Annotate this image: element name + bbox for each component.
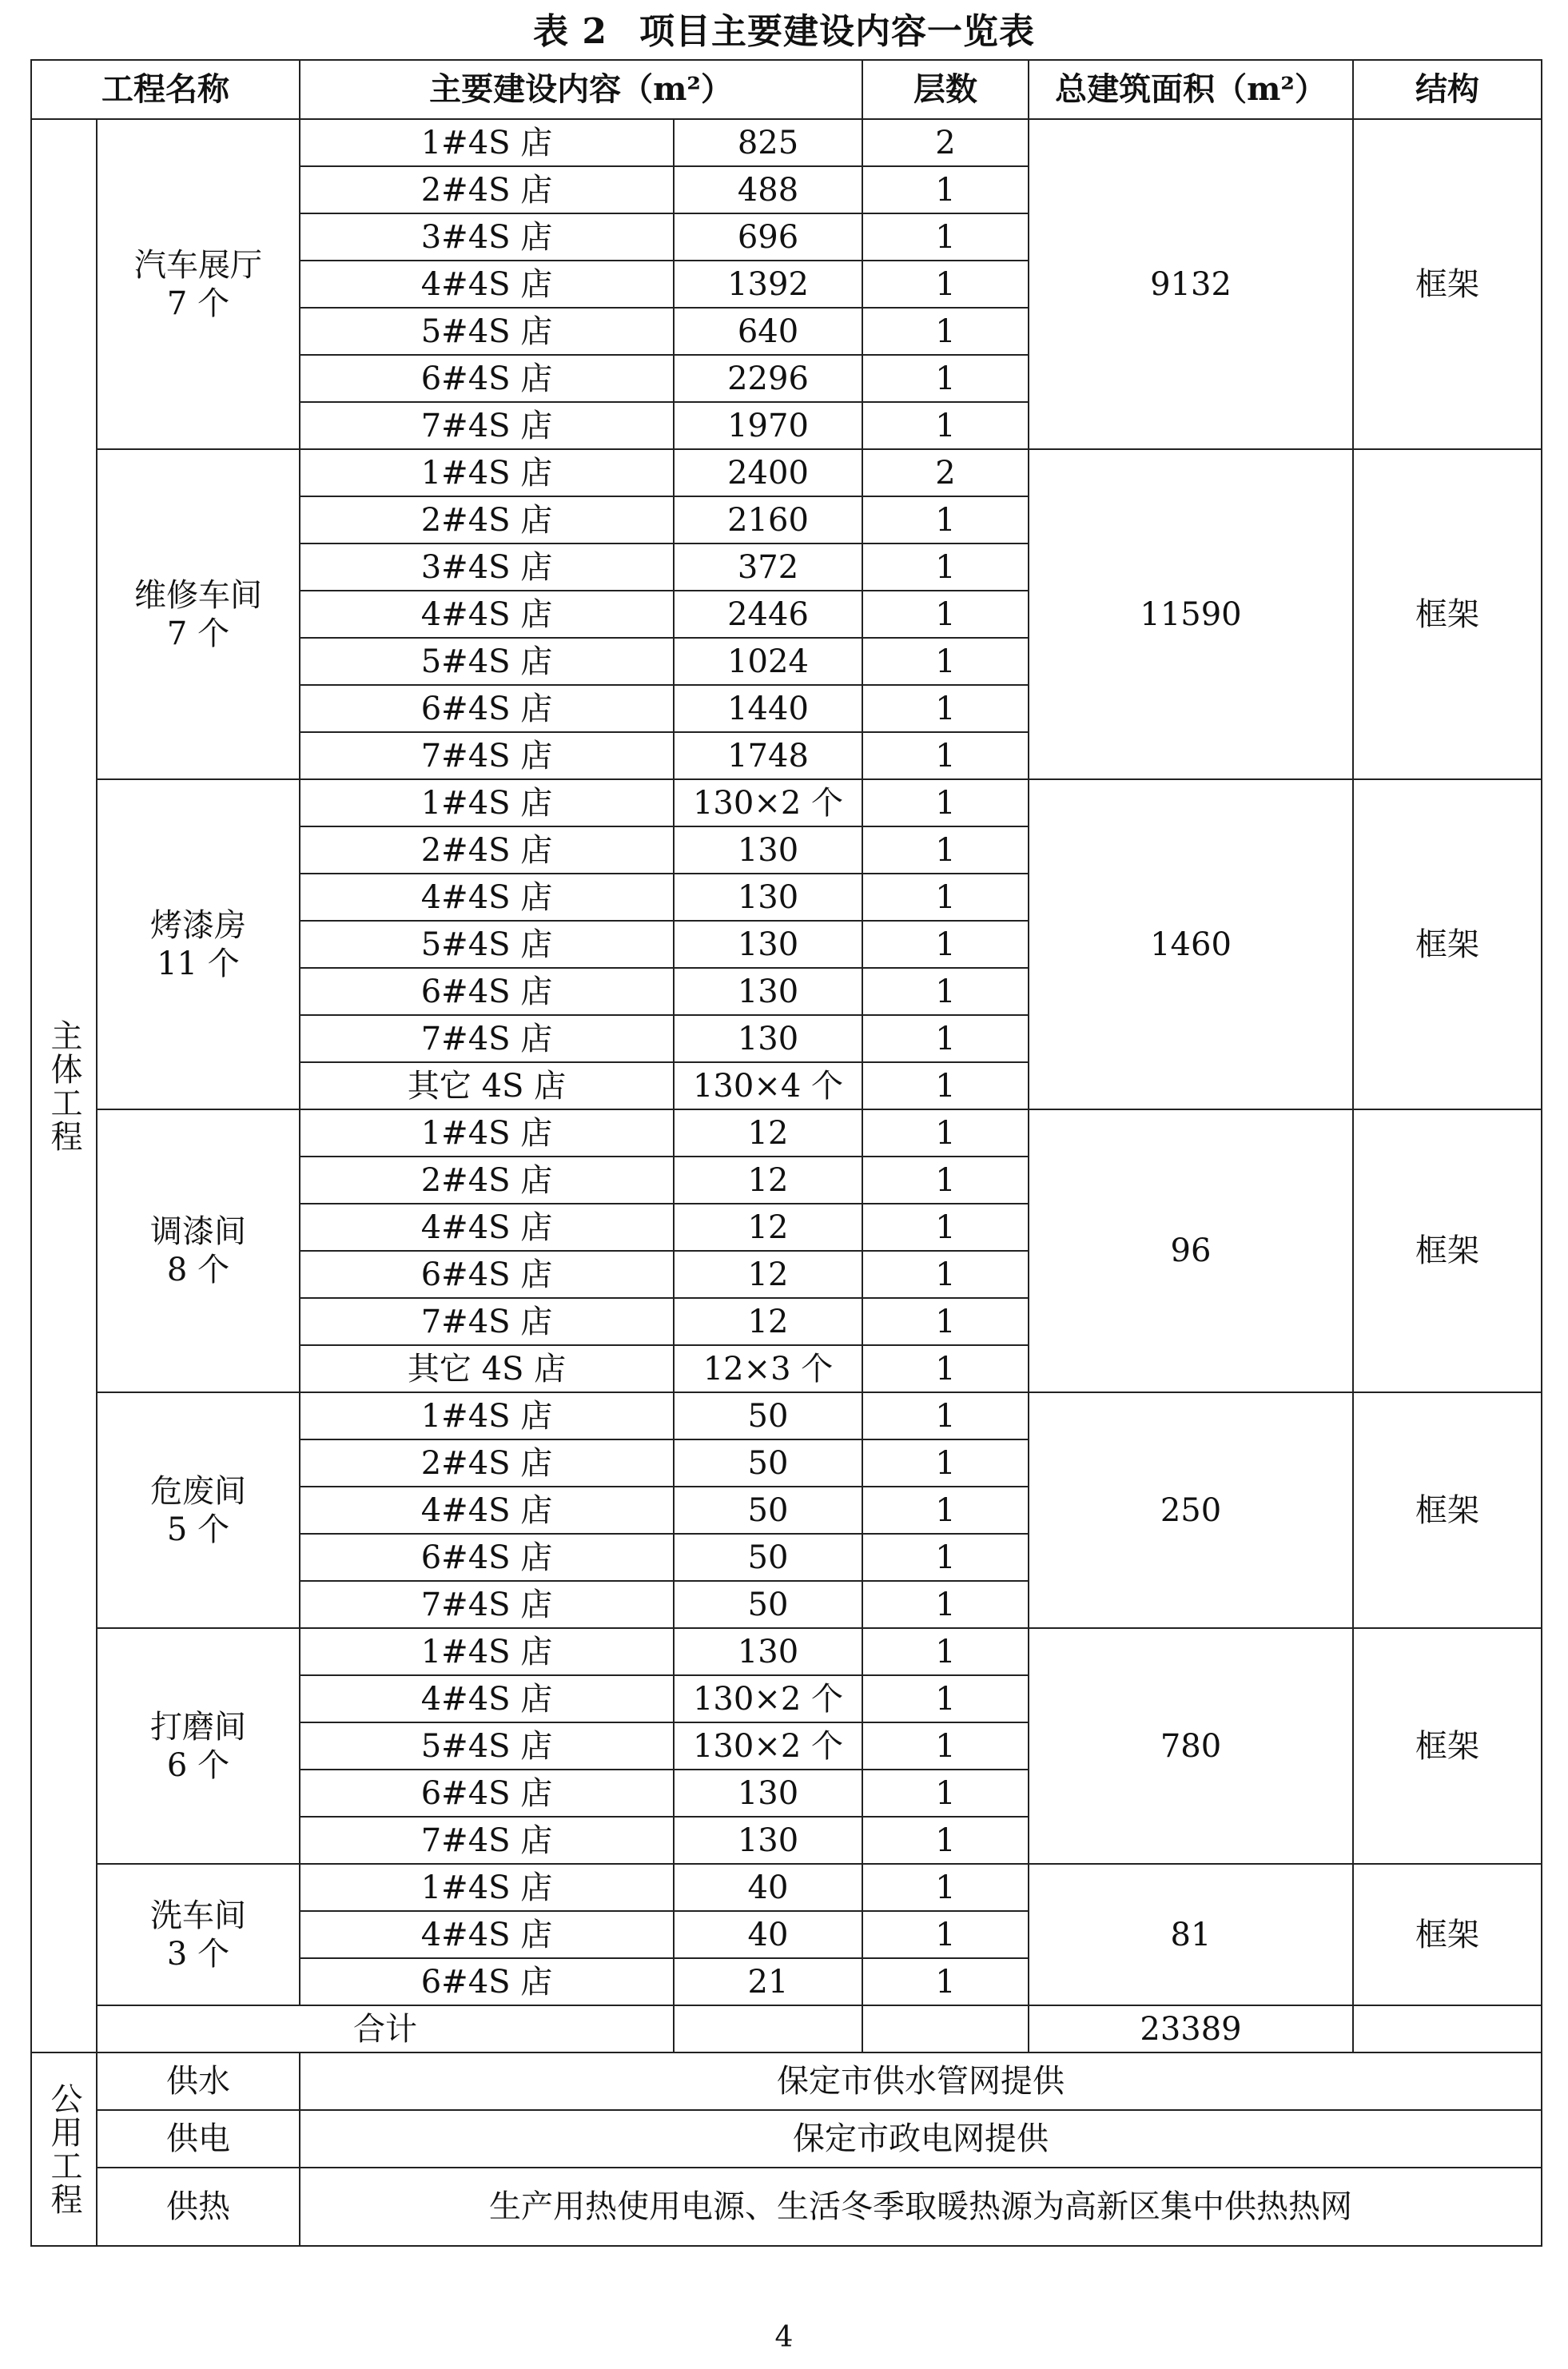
shop-cell: 7#4S 店 — [300, 1015, 674, 1062]
utility-row — [31, 2052, 1542, 2110]
floors-cell: 1 — [862, 1817, 1029, 1864]
table-body — [31, 60, 1542, 2246]
floors-cell: 1 — [862, 1487, 1029, 1534]
utility-desc: 生产用热使用电源、生活冬季取暖热源为高新区集中供热热网 — [300, 2168, 1542, 2246]
shop-cell: 2#4S 店 — [300, 166, 674, 213]
group-name-cell — [97, 1628, 300, 1864]
floors-cell: 1 — [862, 1628, 1029, 1675]
subtotal-label: 合计 — [97, 2005, 674, 2052]
floors-cell: 1 — [862, 1251, 1029, 1298]
header-content: 主要建设内容（m²） — [300, 60, 862, 119]
group-total-cell: 9132 — [1029, 119, 1353, 449]
floors-cell: 1 — [862, 1911, 1029, 1958]
shop-cell: 6#4S 店 — [300, 355, 674, 402]
area-cell: 130 — [674, 968, 862, 1015]
shop-cell: 4#4S 店 — [300, 874, 674, 921]
floors-cell: 1 — [862, 685, 1029, 732]
header-project-name: 工程名称 — [31, 60, 300, 119]
group-structure-cell: 框架 — [1353, 449, 1542, 779]
shop-cell: 1#4S 店 — [300, 119, 674, 166]
shop-cell: 1#4S 店 — [300, 1109, 674, 1157]
shop-cell: 其它 4S 店 — [300, 1345, 674, 1392]
floors-cell: 1 — [862, 968, 1029, 1015]
table-row — [31, 449, 1542, 496]
floors-cell: 1 — [862, 308, 1029, 355]
header-row — [31, 60, 1542, 119]
floors-cell: 1 — [862, 638, 1029, 685]
floors-cell: 1 — [862, 355, 1029, 402]
floors-cell: 1 — [862, 1864, 1029, 1911]
utility-row — [31, 2168, 1542, 2246]
floors-cell: 1 — [862, 779, 1029, 826]
group-name: 烤漆房 — [150, 906, 246, 944]
utility-desc: 保定市供水管网提供 — [300, 2052, 1542, 2110]
table-title: 项目主要建设内容一览表 — [639, 11, 1035, 52]
floors-cell: 1 — [862, 496, 1029, 543]
group-total-cell: 1460 — [1029, 779, 1353, 1109]
shop-cell: 4#4S 店 — [300, 591, 674, 638]
shop-cell: 1#4S 店 — [300, 1628, 674, 1675]
group-structure-cell: 框架 — [1353, 779, 1542, 1109]
shop-cell: 5#4S 店 — [300, 1722, 674, 1770]
floors-cell: 2 — [862, 449, 1029, 496]
shop-cell: 4#4S 店 — [300, 261, 674, 308]
table-number: 表 2 — [533, 11, 607, 52]
shop-cell: 5#4S 店 — [300, 308, 674, 355]
group-name: 打磨间 — [150, 1708, 246, 1746]
utility-row — [31, 2110, 1542, 2168]
area-cell: 12 — [674, 1109, 862, 1157]
shop-cell: 3#4S 店 — [300, 543, 674, 591]
utility-name: 供热 — [97, 2168, 300, 2246]
construction-content-table — [30, 59, 1542, 2247]
area-cell: 1748 — [674, 732, 862, 779]
group-total-cell: 11590 — [1029, 449, 1353, 779]
group-name: 调漆间 — [150, 1213, 246, 1250]
floors-cell: 1 — [862, 1062, 1029, 1109]
floors-cell: 1 — [862, 1392, 1029, 1439]
subtotal-empty-floors — [862, 2005, 1029, 2052]
floors-cell: 1 — [862, 732, 1029, 779]
shop-cell: 6#4S 店 — [300, 685, 674, 732]
floors-cell: 1 — [862, 1157, 1029, 1204]
group-total-cell: 780 — [1029, 1628, 1353, 1864]
shop-cell: 4#4S 店 — [300, 1487, 674, 1534]
group-count: 7 个 — [166, 285, 230, 322]
table-row — [31, 1109, 1542, 1157]
table-row — [31, 119, 1542, 166]
floors-cell: 1 — [862, 1534, 1029, 1581]
area-cell: 2446 — [674, 591, 862, 638]
page-number: 4 — [774, 2321, 794, 2354]
shop-cell: 6#4S 店 — [300, 968, 674, 1015]
area-cell: 640 — [674, 308, 862, 355]
subtotal-empty-area — [674, 2005, 862, 2052]
group-count: 8 个 — [166, 1252, 230, 1288]
utility-name: 供电 — [97, 2110, 300, 2168]
group-structure-cell: 框架 — [1353, 1109, 1542, 1392]
area-cell: 40 — [674, 1864, 862, 1911]
group-total-cell: 96 — [1029, 1109, 1353, 1392]
floors-cell: 1 — [862, 213, 1029, 261]
shop-cell: 2#4S 店 — [300, 496, 674, 543]
group-count: 11 个 — [157, 945, 240, 982]
floors-cell: 1 — [862, 166, 1029, 213]
shop-cell: 1#4S 店 — [300, 449, 674, 496]
shop-cell: 4#4S 店 — [300, 1911, 674, 1958]
group-structure-cell: 框架 — [1353, 1392, 1542, 1628]
shop-cell: 2#4S 店 — [300, 1157, 674, 1204]
area-cell: 50 — [674, 1439, 862, 1487]
area-cell: 130×2 个 — [674, 1675, 862, 1722]
header-total-area: 总建筑面积（m²） — [1029, 60, 1353, 119]
area-cell: 12×3 个 — [674, 1345, 862, 1392]
group-name: 维修车间 — [134, 576, 262, 614]
floors-cell: 1 — [862, 1298, 1029, 1345]
floors-cell: 1 — [862, 1722, 1029, 1770]
group-structure-cell: 框架 — [1353, 1864, 1542, 2005]
floors-cell: 1 — [862, 1204, 1029, 1251]
area-cell: 130×2 个 — [674, 779, 862, 826]
area-cell: 50 — [674, 1534, 862, 1581]
shop-cell: 6#4S 店 — [300, 1958, 674, 2005]
area-cell: 696 — [674, 213, 862, 261]
subtotal-empty-structure — [1353, 2005, 1542, 2052]
area-cell: 130 — [674, 826, 862, 874]
area-cell: 130 — [674, 921, 862, 968]
area-cell: 1392 — [674, 261, 862, 308]
area-cell: 825 — [674, 119, 862, 166]
table-row — [31, 1628, 1542, 1675]
area-cell: 40 — [674, 1911, 862, 1958]
main-category-cell-text: 主体工程 — [46, 1018, 82, 1153]
utility-desc: 保定市政电网提供 — [300, 2110, 1542, 2168]
floors-cell: 1 — [862, 261, 1029, 308]
area-cell: 130 — [674, 1770, 862, 1817]
shop-cell: 5#4S 店 — [300, 921, 674, 968]
group-count: 5 个 — [166, 1511, 230, 1548]
area-cell: 2400 — [674, 449, 862, 496]
area-cell: 372 — [674, 543, 862, 591]
subtotal-total: 23389 — [1029, 2005, 1353, 2052]
floors-cell: 1 — [862, 1439, 1029, 1487]
floors-cell: 1 — [862, 543, 1029, 591]
shop-cell: 3#4S 店 — [300, 213, 674, 261]
group-name-cell — [97, 1109, 300, 1392]
header-floors: 层数 — [862, 60, 1029, 119]
area-cell: 1440 — [674, 685, 862, 732]
shop-cell: 4#4S 店 — [300, 1204, 674, 1251]
group-name-cell — [97, 1864, 300, 2005]
group-count: 3 个 — [166, 1935, 230, 1973]
floors-cell: 1 — [862, 1675, 1029, 1722]
shop-cell: 7#4S 店 — [300, 402, 674, 449]
floors-cell: 1 — [862, 826, 1029, 874]
area-cell: 12 — [674, 1157, 862, 1204]
shop-cell: 5#4S 店 — [300, 638, 674, 685]
shop-cell: 6#4S 店 — [300, 1770, 674, 1817]
shop-cell: 7#4S 店 — [300, 1817, 674, 1864]
floors-cell: 1 — [862, 1109, 1029, 1157]
area-cell: 50 — [674, 1392, 862, 1439]
table-row — [31, 1392, 1542, 1439]
floors-cell: 1 — [862, 1015, 1029, 1062]
floors-cell: 1 — [862, 921, 1029, 968]
group-name-cell — [97, 449, 300, 779]
area-cell: 12 — [674, 1251, 862, 1298]
area-cell: 130×2 个 — [674, 1722, 862, 1770]
group-name: 危废间 — [150, 1472, 246, 1510]
area-cell: 130 — [674, 1015, 862, 1062]
floors-cell: 1 — [862, 1581, 1029, 1628]
shop-cell: 6#4S 店 — [300, 1534, 674, 1581]
group-structure-cell: 框架 — [1353, 119, 1542, 449]
shop-cell: 7#4S 店 — [300, 732, 674, 779]
subtotal-row — [31, 2005, 1542, 2052]
table-caption — [0, 5, 1568, 59]
floors-cell: 2 — [862, 119, 1029, 166]
floors-cell: 1 — [862, 1345, 1029, 1392]
floors-cell: 1 — [862, 1958, 1029, 2005]
area-cell: 2160 — [674, 496, 862, 543]
group-count: 7 个 — [166, 615, 230, 652]
area-cell: 2296 — [674, 355, 862, 402]
shop-cell: 2#4S 店 — [300, 1439, 674, 1487]
area-cell: 12 — [674, 1204, 862, 1251]
shop-cell: 4#4S 店 — [300, 1675, 674, 1722]
floors-cell: 1 — [862, 402, 1029, 449]
area-cell: 130 — [674, 874, 862, 921]
utility-category-cell-text: 公用工程 — [46, 2082, 82, 2216]
group-name-cell — [97, 119, 300, 449]
area-cell: 12 — [674, 1298, 862, 1345]
shop-cell: 6#4S 店 — [300, 1251, 674, 1298]
main-category-cell — [31, 119, 97, 2052]
group-total-cell: 81 — [1029, 1864, 1353, 2005]
group-name: 汽车展厅 — [134, 246, 262, 284]
group-total-cell: 250 — [1029, 1392, 1353, 1628]
floors-cell: 1 — [862, 591, 1029, 638]
group-structure-cell: 框架 — [1353, 1628, 1542, 1864]
group-name-cell — [97, 779, 300, 1109]
shop-cell: 2#4S 店 — [300, 826, 674, 874]
table-row — [31, 1864, 1542, 1911]
floors-cell: 1 — [862, 874, 1029, 921]
group-name: 洗车间 — [150, 1897, 246, 1934]
table-row — [31, 779, 1542, 826]
area-cell: 130 — [674, 1628, 862, 1675]
area-cell: 50 — [674, 1487, 862, 1534]
area-cell: 130 — [674, 1817, 862, 1864]
area-cell: 1970 — [674, 402, 862, 449]
shop-cell: 1#4S 店 — [300, 1392, 674, 1439]
area-cell: 21 — [674, 1958, 862, 2005]
shop-cell: 7#4S 店 — [300, 1581, 674, 1628]
shop-cell: 1#4S 店 — [300, 1864, 674, 1911]
area-cell: 50 — [674, 1581, 862, 1628]
floors-cell: 1 — [862, 1770, 1029, 1817]
shop-cell: 7#4S 店 — [300, 1298, 674, 1345]
area-cell: 130×4 个 — [674, 1062, 862, 1109]
shop-cell: 其它 4S 店 — [300, 1062, 674, 1109]
shop-cell: 1#4S 店 — [300, 779, 674, 826]
group-name-cell — [97, 1392, 300, 1628]
utility-name: 供水 — [97, 2052, 300, 2110]
header-structure: 结构 — [1353, 60, 1542, 119]
group-count: 6 个 — [166, 1746, 230, 1784]
area-cell: 488 — [674, 166, 862, 213]
utility-category-cell — [31, 2052, 97, 2246]
area-cell: 1024 — [674, 638, 862, 685]
